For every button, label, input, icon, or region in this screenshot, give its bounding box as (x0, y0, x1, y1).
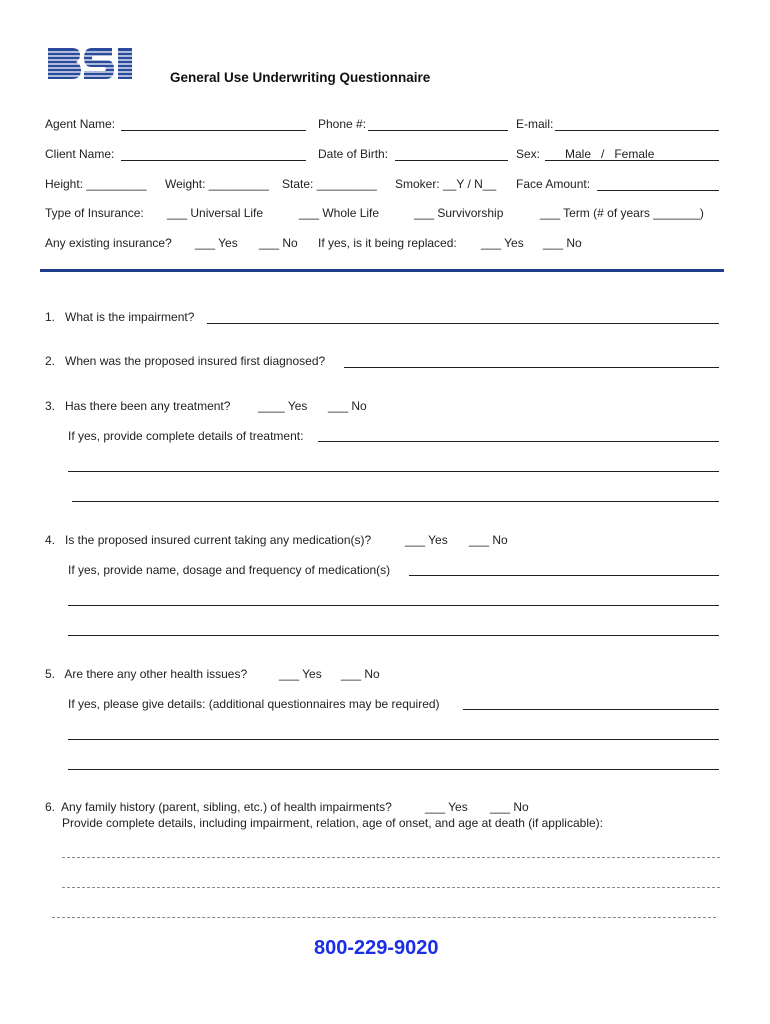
existing-yes-option[interactable]: ___ Yes (195, 236, 238, 250)
question-3-detail-line-1[interactable] (318, 441, 719, 442)
question-6: 6. Any family history (parent, sibling, etc.) of health impairments? (45, 800, 392, 814)
question-4-detail-line-2[interactable] (68, 605, 719, 606)
question-3-no-option[interactable]: ___ No (328, 399, 367, 413)
email-label: E-mail: (516, 117, 554, 131)
question-5-yes-option[interactable]: ___ Yes (279, 667, 322, 681)
sex-label: Sex: (516, 147, 541, 161)
question-3-detail-label: If yes, provide complete details of treatment: (68, 429, 304, 443)
replaced-no-option[interactable]: ___ No (543, 236, 582, 250)
email-field[interactable] (555, 130, 719, 131)
dob-label: Date of Birth: (318, 147, 389, 161)
form-title: General Use Underwriting Questionnaire (170, 70, 431, 85)
smoker-field[interactable]: Smoker: __Y / N__ (395, 177, 497, 191)
face-amount-field[interactable] (597, 190, 719, 191)
section-divider (40, 269, 724, 272)
question-4-yes-option[interactable]: ___ Yes (405, 533, 448, 547)
bsi-logo (46, 46, 138, 82)
question-4-no-option[interactable]: ___ No (469, 533, 508, 547)
question-4: 4. Is the proposed insured current taking any medication(s)? (45, 533, 372, 547)
replaced-label: If yes, is it being replaced: (318, 236, 457, 250)
question-5-no-option[interactable]: ___ No (341, 667, 380, 681)
insurance-type-label: Type of Insurance: (45, 206, 144, 220)
footer-phone-number[interactable]: 800-229-9020 (314, 937, 439, 959)
question-2: 2. When was the proposed insured first diagnosed? (45, 354, 326, 368)
phone-label: Phone #: (318, 117, 367, 131)
question-5-detail-line-2[interactable] (68, 739, 719, 740)
term-option[interactable]: ___ Term (# of years _______) (540, 206, 704, 220)
question-5-detail-label: If yes, please give details: (additional questionnaires may be required) (68, 697, 440, 711)
survivorship-option[interactable]: ___ Survivorship (414, 206, 504, 220)
face-amount-label: Face Amount: (516, 177, 591, 191)
phone-field[interactable] (368, 130, 508, 131)
client-name-field[interactable] (121, 160, 306, 161)
existing-insurance-label: Any existing insurance? (45, 236, 172, 250)
question-6-detail-label: Provide complete details, including impairment, relation, age of onset, and age at death (if applicable): (62, 816, 603, 830)
weight-field[interactable]: Weight: _________ (165, 177, 269, 191)
question-5: 5. Are there any other health issues? (45, 667, 248, 681)
question-4-detail-line-3[interactable] (68, 635, 719, 636)
question-3-detail-line-3[interactable] (72, 501, 719, 502)
question-3-yes-option[interactable]: ____ Yes (258, 399, 308, 413)
question-5-detail-line-3[interactable] (68, 769, 719, 770)
question-2-answer-line[interactable] (344, 367, 719, 368)
question-6-yes-option[interactable]: ___ Yes (425, 800, 468, 814)
existing-no-option[interactable]: ___ No (259, 236, 298, 250)
dob-field[interactable] (395, 160, 508, 161)
height-field[interactable]: Height: _________ (45, 177, 147, 191)
question-6-detail-line-3[interactable] (52, 917, 716, 918)
question-5-detail-line-1[interactable] (463, 709, 719, 710)
question-1: 1. What is the impairment? (45, 310, 195, 324)
agent-name-field[interactable] (121, 130, 306, 131)
question-4-detail-label: If yes, provide name, dosage and frequency of medication(s) (68, 563, 391, 577)
universal-life-option[interactable]: ___ Universal Life (167, 206, 264, 220)
sex-options: Male / Female (565, 147, 655, 161)
agent-name-label: Agent Name: (45, 117, 116, 131)
question-6-detail-line-2[interactable] (62, 887, 720, 888)
question-4-detail-line-1[interactable] (409, 575, 719, 576)
question-6-detail-line-1[interactable] (62, 857, 720, 858)
whole-life-option[interactable]: ___ Whole Life (299, 206, 380, 220)
client-name-label: Client Name: (45, 147, 115, 161)
question-3-detail-line-2[interactable] (68, 471, 719, 472)
replaced-yes-option[interactable]: ___ Yes (481, 236, 524, 250)
state-field[interactable]: State: _________ (282, 177, 377, 191)
question-3: 3. Has there been any treatment? (45, 399, 231, 413)
question-6-no-option[interactable]: ___ No (490, 800, 529, 814)
question-1-answer-line[interactable] (207, 323, 719, 324)
